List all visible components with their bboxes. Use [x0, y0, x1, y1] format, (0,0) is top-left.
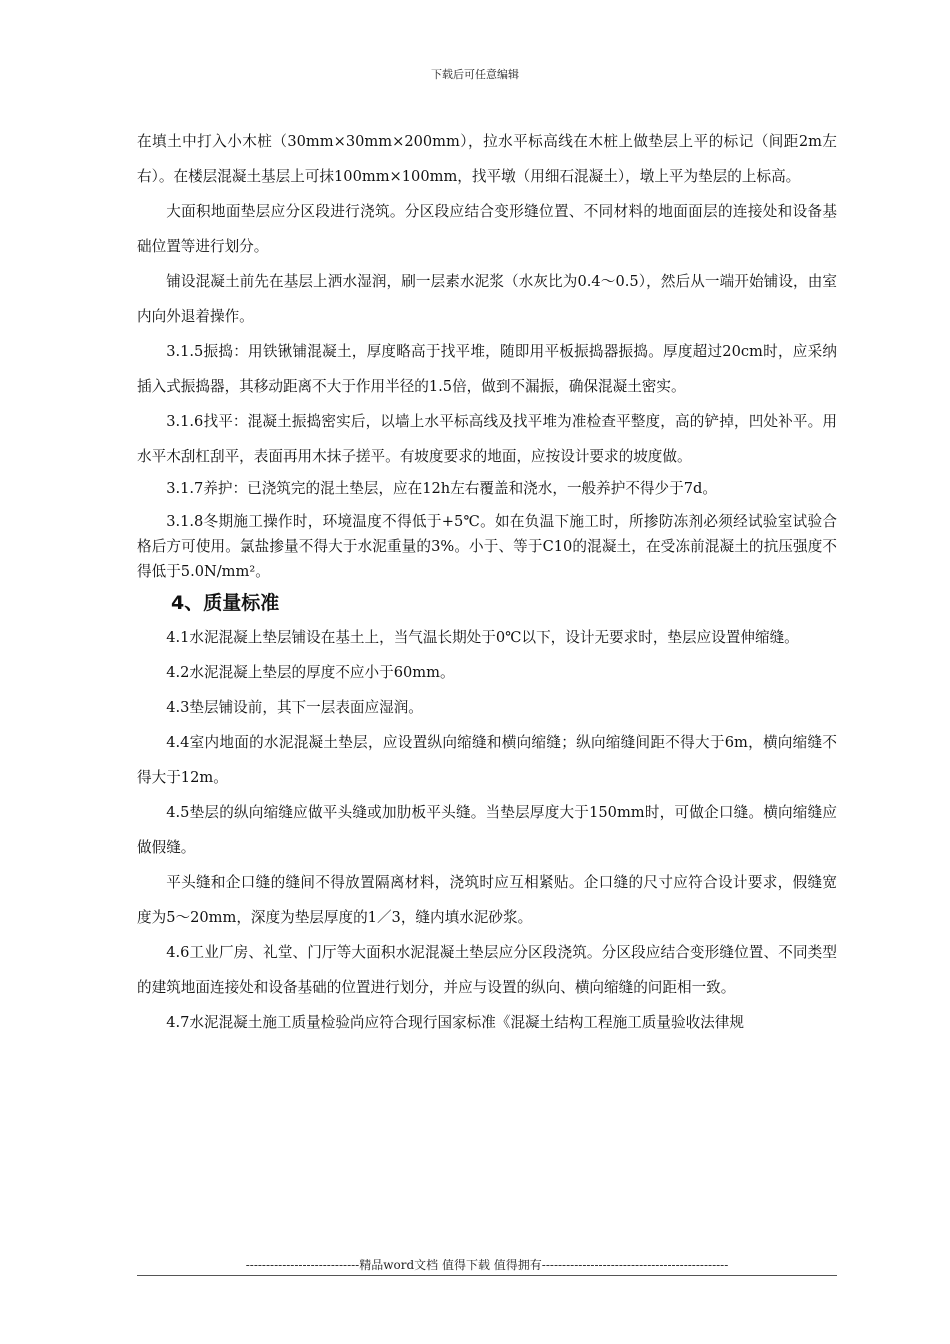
paragraph: 4.7水泥混凝土施工质量检验尚应符合现行国家标准《混凝土结构工程施工质量验收法律规: [166, 1014, 744, 1031]
section-heading: 4、质量标准: [171, 592, 280, 614]
paragraph: 4.5垫层的纵向缩缝应做平头缝或加肋板平头缝。当垫层厚度大于150mm时，可做企口缝。横向缩缝应做假缝。: [137, 804, 837, 856]
page-footer: ----------------------------精品word文档 值得下载 值得拥有----------------------------------------------: [245, 1258, 729, 1272]
paragraph: 铺设混凝土前先在基层上洒水湿润，刷一层素水泥浆（水灰比为0.4～0.5），然后从一端开始铺设，由室内向外退着操作。: [137, 273, 837, 325]
paragraph: 3.1.8冬期施工操作时，环境温度不得低于+5℃。如在负温下施工时，所掺防冻剂必须经试验室试验合格后方可使用。氯盐掺量不得大于水泥重量的3%。小于、等于C10的混凝土，在受冻前混凝土的抗压强度不得低于5.0N/mm²。: [137, 513, 837, 580]
document-body: [137, 124, 837, 1040]
paragraph: 4.6工业厂房、礼堂、门厅等大面积水泥混凝土垫层应分区段浇筑。分区段应结合变形缝位置、不同类型的建筑地面连接处和设备基础的位置进行划分，并应与设置的纵向、横向缩缝的问距相一致。: [137, 944, 837, 996]
paragraph: 大面积地面垫层应分区段进行浇筑。分区段应结合变形缝位置、不同材料的地面面层的连接处和设备基础位置等进行划分。: [137, 203, 837, 255]
paragraph: 3.1.5振捣：用铁锹铺混凝土，厚度略高于找平堆，随即用平板振捣器振捣。厚度超过20cm时，应采纳插入式振捣器，其移动距离不大于作用半径的1.5倍，做到不漏振，确保混凝土密实。: [137, 343, 837, 395]
paragraph: 3.1.6找平：混凝土振捣密实后，以墙上水平标高线及找平堆为准检查平整度，高的铲掉，凹处补平。用水平木刮杠刮平，表面再用木抹子搓平。有坡度要求的地面，应按设计要求的坡度做。: [137, 413, 837, 465]
page-header: 下载后可任意编辑: [431, 68, 519, 81]
footer-rule: [137, 1275, 837, 1276]
paragraph: 在填土中打入小木桩（30mm×30mm×200mm），拉水平标高线在木桩上做垫层上平的标记（间距2m左右）。在楼层混凝土基层上可抹100mm×100mm，找平墩（用细石混凝土），墩上平为垫层的上标高。: [137, 133, 837, 185]
paragraph: 平头缝和企口缝的缝间不得放置隔离材料，浇筑时应互相紧贴。企口缝的尺寸应符合设计要求，假缝宽度为5～20mm，深度为垫层厚度的1／3，缝内填水泥砂浆。: [137, 874, 837, 926]
paragraph: 4.1水泥混凝上垫层铺设在基土上，当气温长期处于0℃以下，设计无要求时，垫层应设置伸缩缝。: [166, 629, 799, 646]
paragraph: 4.4室内地面的水泥混凝土垫层，应设置纵向缩缝和横向缩缝；纵向缩缝间距不得大于6m，横向缩缝不得大于12m。: [137, 734, 837, 786]
paragraph: 3.1.7养护：已浇筑完的混土垫层，应在12h左右覆盖和浇水，一般养护不得少于7d。: [166, 480, 717, 497]
paragraph: 4.2水泥混凝上垫层的厚度不应小于60mm。: [166, 664, 455, 681]
paragraph: 4.3垫层铺设前，其下一层表面应湿润。: [166, 699, 423, 716]
